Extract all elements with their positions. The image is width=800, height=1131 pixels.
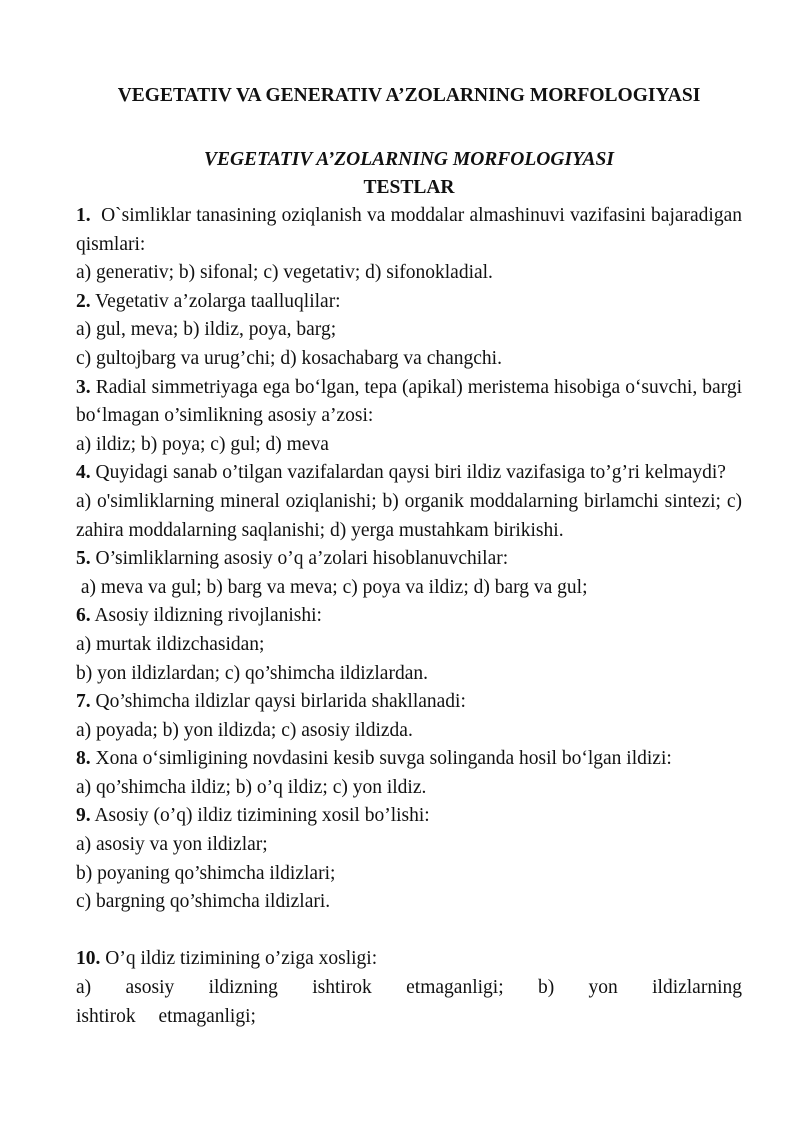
section-subtitle: VEGETATIV A’ZOLARNING MORFOLOGIYASI (204, 149, 614, 170)
question-8 (76, 745, 742, 774)
question-number: 7. (76, 691, 91, 713)
answer-line: a) asosiy ildizning ishtirok etmaganligi; b) yon ildizlarning ishtirok etmaganligi; (76, 977, 742, 1027)
answer-line: a) o'simliklarning mineral oziqlanishi; b) organik moddalarning birlamchi sintezi; c) zahira moddalarning saqlanishi; d) yerga mustahkam birikishi. (76, 490, 742, 541)
answer-line: a) gul, meva; b) ildiz, poya, barg; (76, 319, 337, 341)
question-text: Asosiy (o’q) ildiz tizimining xosil bo’lishi: (94, 805, 430, 827)
section-heading: TESTLAR (363, 177, 455, 198)
question-number: 3. (76, 376, 91, 398)
question-5 (76, 545, 742, 574)
answer-line: a) asosiy va yon ildizlar; (76, 834, 268, 856)
question-number: 9. (76, 805, 91, 827)
question-6 (76, 602, 742, 631)
question-number: 10. (76, 948, 101, 970)
question-number: 1. (76, 205, 91, 226)
answer-line: a) murtak ildizchasidan; (76, 633, 265, 655)
question-number: 6. (76, 605, 91, 627)
spacer (76, 917, 742, 946)
question-text: Asosiy ildizning rivojlanishi: (94, 605, 322, 627)
question-text: Vegetativ a’zolarga taalluqlilar: (95, 290, 341, 312)
answer-line: b) yon ildizlardan; c) qo’shimcha ildizlardan. (76, 662, 428, 684)
question-text: Xona o‘simligining novdasini kesib suvga solinganda hosil bo‘lgan ildizi: (95, 748, 672, 770)
answer-line: c) bargning qo’shimcha ildizlari. (76, 891, 331, 913)
question-number: 8. (76, 748, 91, 770)
question-10 (76, 945, 742, 974)
answer-line: a) poyada; b) yon ildizda; c) asosiy ildizda. (76, 719, 413, 741)
question-number: 5. (76, 548, 91, 570)
answer-line: c) gultojbarg va urug’chi; d) kosachabarg va changchi. (76, 347, 502, 369)
answer-line: a) generativ; b) sifonal; c) vegetativ; d) sifonokladial. (76, 262, 493, 284)
answer-line: b) poyaning qo’shimcha ildizlari; (76, 862, 336, 884)
answer-line: a) ildiz; b) poya; c) gul; d) meva (76, 433, 329, 455)
question-7 (76, 688, 742, 717)
question-text: Qo’shimcha ildizlar qaysi birlarida shakllanadi: (95, 691, 466, 713)
question-text: Radial simmetriyaga ega bo‘lgan, tepa (apikal) meristema hisobiga o‘suvchi, bargi bo‘lmagan o’simlikning asosiy a’zosi: (76, 376, 742, 427)
question-text: Quyidagi sanab o’tilgan vazifalardan qaysi biri ildiz vazifasiga to’g’ri kelmaydi? (95, 462, 726, 484)
answer-line: a) meva va gul; b) barg va meva; c) poya va ildiz; d) barg va gul; (76, 576, 588, 598)
question-1 (76, 202, 742, 259)
question-text: O`simliklar tanasining oziqlanish va moddalar almashinuvi vazifasini bajaradigan qismlari: (76, 205, 743, 255)
question-3 (76, 374, 742, 431)
answer-line: a) qo’shimcha ildiz; b) o’q ildiz; c) yon ildiz. (76, 776, 427, 798)
question-2 (76, 288, 742, 317)
question-text: O’q ildiz tizimining o’ziga xosligi: (105, 948, 378, 970)
document-title: VEGETATIV VA GENERATIV A’ZOLARNING MORFOLOGIYASI (117, 85, 701, 106)
question-number: 2. (76, 290, 91, 312)
question-4 (76, 459, 742, 488)
question-9 (76, 802, 742, 831)
question-number: 4. (76, 462, 91, 484)
question-text: O’simliklarning asosiy o’q a’zolari hisoblanuvchilar: (95, 548, 509, 570)
